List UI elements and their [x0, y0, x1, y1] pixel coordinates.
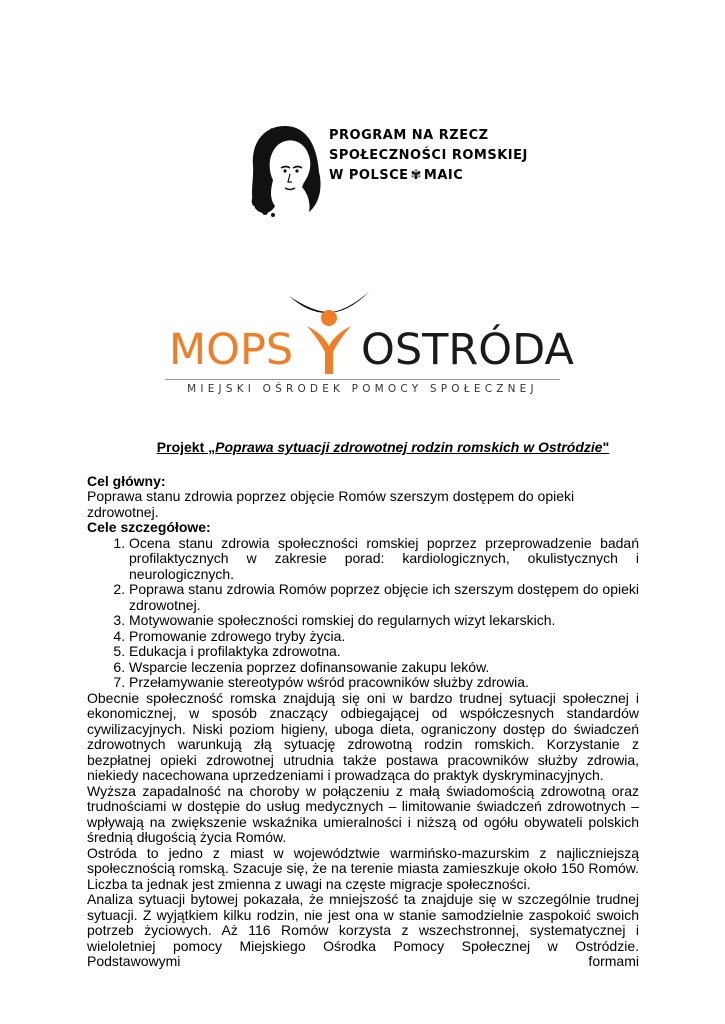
list-item: 7. Przełamywanie stereotypów wśród pracowników służby zdrowia.: [129, 675, 639, 691]
program-logo-line-3-row: [329, 166, 528, 186]
flower-icon: ✾: [410, 168, 422, 183]
document-body: [87, 440, 639, 970]
paragraph: Analiza sytuacji bytowej pokazała, że mniejszość ta znajduje się w szczególnie trudnej sytuacji. Z wyjątkiem kilku rodzin, nie jest ona w stanie samodzielnie zaspokoić swoich potrzeb życiowych. Aż 116 Romów korzysta z wszechstronnej, systematycznej i wieloletniej pomocy Miejskiego Ośrodka Pomocy Społecznej w Ostródzie. Podstawowymi formami: [87, 891, 639, 969]
program-logo-line-2: SPOŁECZNOŚCI ROMSKIEJ: [329, 148, 528, 163]
list-item: 5. Edukacja i profilaktyka zdrowotna.: [129, 644, 639, 660]
paragraph: Wyższa zapadalność na choroby w połączeniu z małą świadomością zdrowotną oraz trudnościami w dostępie do usług medycznych – limitowanie świadczeń zdrowotnych – wpływają na zwiększenie wskaźnika umieralności i niższą od ogółu obywateli polskich średnią długością życia Romów.: [87, 782, 639, 845]
logo-divider: [165, 379, 560, 380]
mops-wordmark: MOPS: [169, 325, 294, 375]
list-item: 1. Ocena stanu zdrowia społeczności romskiej poprzez przeprowadzenie badań profilaktycznych w zakresie porad: kardiologicznych, okulistycznych i neurologicznych.: [129, 536, 639, 583]
title-suffix: ": [602, 439, 610, 455]
mops-logo: [165, 282, 574, 402]
list-item: 3. Motywowanie społeczności romskiej do regularnych wizyt lekarskich.: [129, 613, 639, 629]
paragraph: Ostróda to jedno z miast w województwie warmińsko-mazurskim z najliczniejszą społecznością romską. Szacuje się, że na terenie miasta zamieszkuje około 150 Romów. Liczba ta jednak jest zmienna z uwagi na częste migracje społeczności.: [87, 844, 639, 892]
document-title: [127, 440, 639, 456]
list-item: 2. Poprawa stanu zdrowia Romów poprzez objęcie ich szerszym dostępem do opieki zdrowotnej.: [129, 582, 639, 613]
main-goal-heading: Cel główny:: [87, 472, 166, 489]
woman-face-icon: [245, 122, 325, 218]
detailed-goals-heading: Cele szczegółowe:: [87, 519, 211, 535]
program-logo-line-3: W POLSCE: [329, 168, 409, 183]
ostroda-wordmark: OSTRÓDA: [361, 325, 574, 375]
main-goal-text: Poprawa stanu zdrowia poprzez objęcie Romów szerszym dostępem do opieki zdrowotnej.: [87, 488, 575, 520]
list-item: 6. Wsparcie leczenia poprzez dofinansowanie zakupu leków.: [129, 660, 639, 676]
program-logo-line-1: PROGRAM NA RZECZ: [329, 128, 489, 143]
program-logo: [245, 122, 528, 218]
title-italic: Poprawa sytuacji zdrowotnej rodzin romskich w Ostródzie: [215, 439, 603, 455]
mops-subtitle: MIEJSKI OŚRODEK POMOCY SPOŁECZNEJ: [187, 383, 538, 395]
list-item: 4. Promowanie zdrowego tryby życia.: [129, 629, 639, 645]
spacer: [87, 456, 639, 474]
program-logo-text: [329, 126, 528, 186]
title-prefix: Projekt „: [156, 439, 216, 455]
detailed-goals-list: [87, 536, 639, 691]
paragraph: Obecnie społeczność romska znajdują się oni w bardzo trudnej sytuacji społecznej i ekonomicznej, w sposób znaczący odbiegającej od współczesnych standardów cywilizacyjnych. Niski poziom higieny, uboga dieta, ograniczony dostęp do świadczeń zdrowotnych warunkują złą sytuację zdrowotną rodzin romskich. Korzystanie z bezpłatnej opieki zdrowotnej utrudnia także postawa pracowników służby zdrowia, niekiedy nacechowana uprzedzeniami i prowadząca do praktyk dyskryminacyjnych.: [87, 689, 639, 783]
person-figure-icon: [285, 282, 373, 374]
program-logo-suffix: MAIC: [423, 168, 464, 183]
